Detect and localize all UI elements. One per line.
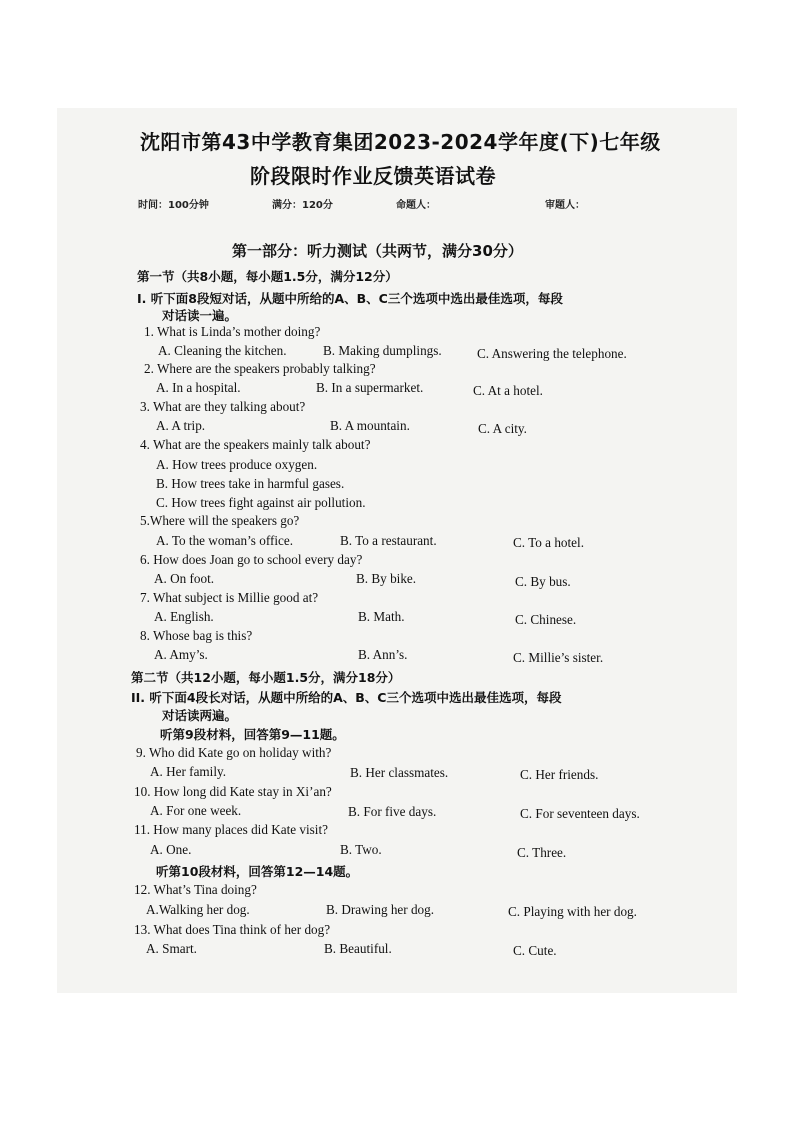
q1-option-b: B. Making dumplings. (323, 343, 442, 358)
q9-option-b: B. Her classmates. (350, 765, 449, 780)
question-1: 1. What is Linda’s mother doing? (144, 324, 321, 339)
q10-option-b: B. For five days. (348, 804, 437, 819)
q4-option-c: C. How trees fight against air pollution. (156, 495, 366, 510)
q1-option-a: A. Cleaning the kitchen. (158, 343, 287, 358)
q3-option-b: B. A mountain. (330, 418, 410, 433)
part1-heading: 第一部分：听力测试（共两节，满分30分） (232, 242, 523, 260)
q10-option-c: C. For seventeen days. (520, 806, 640, 821)
q5-option-a: A. To the woman’s office. (156, 533, 294, 548)
exam-title-line2: 阶段限时作业反馈英语试卷 (250, 164, 496, 188)
q12-option-c: C. Playing with her dog. (508, 904, 637, 919)
q3-option-a: A. A trip. (156, 418, 206, 433)
exam-score: 满分：120分 (272, 200, 333, 211)
section1-heading: 第一节（共8小题，每小题1.5分，满分12分） (137, 269, 398, 284)
question-5: 5.Where will the speakers go? (140, 513, 300, 528)
q13-option-b: B. Beautiful. (324, 941, 392, 956)
question-9: 9. Who did Kate go on holiday with? (136, 745, 332, 760)
q13-option-c: C. Cute. (513, 943, 557, 958)
q3-option-c: C. A city. (478, 421, 527, 436)
q8-option-a: A. Amy’s. (154, 647, 208, 662)
question-4: 4. What are the speakers mainly talk about? (140, 437, 371, 452)
exam-title-line1: 沈阳市第43中学教育集团2023-2024学年度(下)七年级 (140, 130, 661, 154)
section2-instruction-cont: 对话读两遍。 (162, 708, 238, 723)
q1-option-c: C. Answering the telephone. (477, 346, 627, 361)
q9-option-c: C. Her friends. (520, 767, 599, 782)
q2-option-a: A. In a hospital. (156, 380, 241, 395)
q8-option-b: B. Ann’s. (358, 647, 408, 662)
q12-option-b: B. Drawing her dog. (326, 902, 435, 917)
question-12: 12. What’s Tina doing? (134, 882, 257, 897)
q9-option-a: A. Her family. (150, 764, 227, 779)
q6-option-c: C. By bus. (515, 574, 571, 589)
q7-option-b: B. Math. (358, 609, 405, 624)
question-6: 6. How does Joan go to school every day? (140, 552, 363, 567)
exam-time: 时间：100分钟 (138, 200, 209, 211)
q11-option-b: B. Two. (340, 842, 382, 857)
exam-author: 命题人： (396, 200, 436, 211)
section1-instruction-cont: 对话读一遍。 (162, 308, 238, 323)
q11-option-a: A. One. (150, 842, 192, 857)
section2-instruction: II. 听下面4段长对话，从题中所给的A、B、C三个选项中选出最佳选项，每段 (131, 690, 562, 705)
question-8: 8. Whose bag is this? (140, 628, 253, 643)
material-10-heading: 听第10段材料，回答第12—14题。 (156, 864, 359, 879)
q8-option-c: C. Millie’s sister. (513, 650, 604, 665)
question-2: 2. Where are the speakers probably talking? (144, 361, 376, 376)
q2-option-c: C. At a hotel. (473, 383, 543, 398)
q6-option-a: A. On foot. (154, 571, 215, 586)
material-9-heading: 听第9段材料，回答第9—11题。 (160, 727, 345, 742)
exam-reviewer: 审题人： (545, 200, 585, 211)
q7-option-a: A. English. (154, 609, 214, 624)
q5-option-c: C. To a hotel. (513, 535, 584, 550)
section2-heading: 第二节（共12小题，每小题1.5分，满分18分） (131, 670, 401, 685)
section1-instruction: I. 听下面8段短对话，从题中所给的A、B、C三个选项中选出最佳选项，每段 (137, 291, 563, 306)
q5-option-b: B. To a restaurant. (340, 533, 437, 548)
q6-option-b: B. By bike. (356, 571, 417, 586)
question-11: 11. How many places did Kate visit? (134, 822, 328, 837)
q2-option-b: B. In a supermarket. (316, 380, 424, 395)
q4-option-b: B. How trees take in harmful gases. (156, 476, 345, 491)
question-10: 10. How long did Kate stay in Xi’an? (134, 784, 332, 799)
q12-option-a: A.Walking her dog. (146, 902, 250, 917)
q7-option-c: C. Chinese. (515, 612, 577, 627)
question-13: 13. What does Tina think of her dog? (134, 922, 331, 937)
question-7: 7. What subject is Millie good at? (140, 590, 319, 605)
q11-option-c: C. Three. (517, 845, 567, 860)
q10-option-a: A. For one week. (150, 803, 242, 818)
q13-option-a: A. Smart. (146, 941, 197, 956)
question-3: 3. What are they talking about? (140, 399, 306, 414)
q4-option-a: A. How trees produce oxygen. (156, 457, 318, 472)
